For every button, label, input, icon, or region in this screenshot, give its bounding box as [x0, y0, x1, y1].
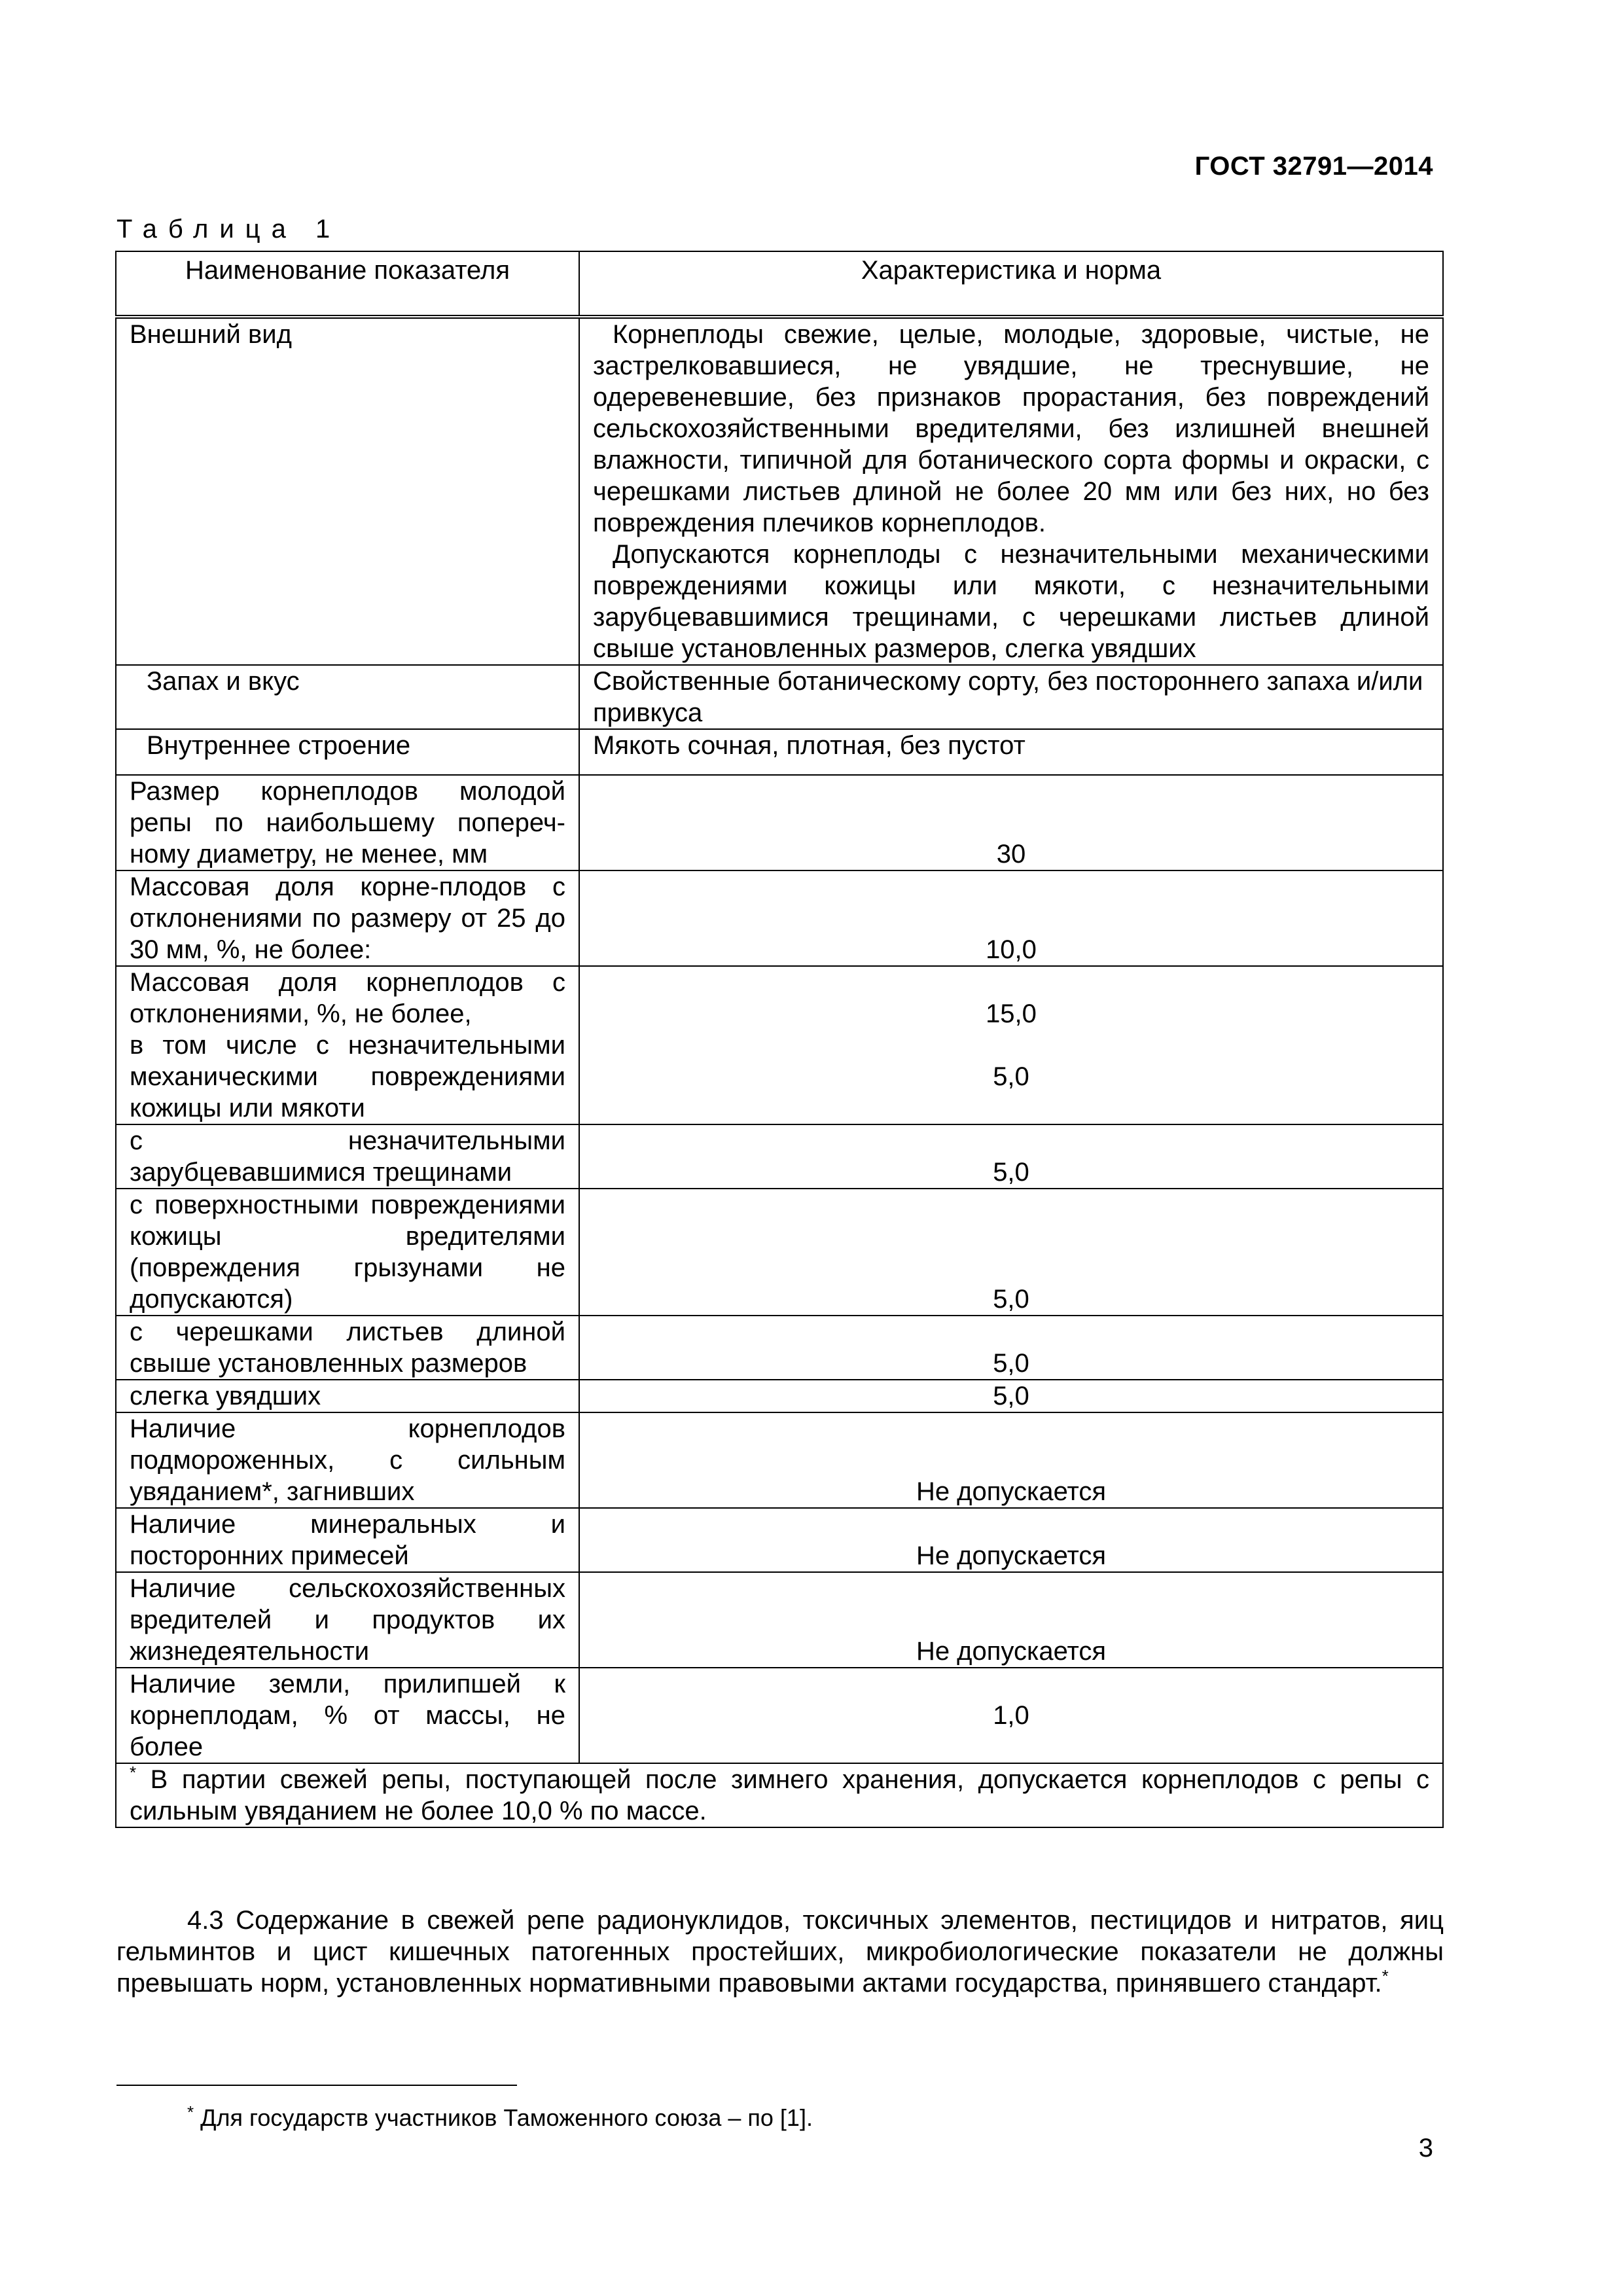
page-footnote-mark: * [187, 2102, 194, 2122]
row-value: 1,0 [579, 1668, 1443, 1763]
row-value: 10,0 [579, 870, 1443, 966]
section-paragraph [116, 1905, 1444, 1999]
row-name: с черешками листьев длиной свыше установленных размеров [116, 1316, 579, 1380]
mass-deviation-value: 15,0 [986, 999, 1037, 1028]
row-value: 5,0 [579, 1380, 1443, 1412]
row-name: с поверхностными повреждениями кожицы вредителями (повреждения грызунами не допускаются) [116, 1189, 579, 1316]
footnote-divider [116, 2085, 517, 2086]
row-name: с незначительными зарубцевавшимися трещинами [116, 1124, 579, 1189]
footnote-mark: * [130, 1763, 137, 1782]
section-paragraph-body [116, 1905, 1444, 1999]
requirements-table [115, 251, 1444, 1828]
page-number: 3 [1418, 2134, 1433, 2162]
row-value [579, 317, 1443, 665]
row-value: Мякоть сочная, плотная, без пустот [579, 729, 1443, 775]
header-indicator: Наименование показателя [116, 251, 579, 317]
table-row-appearance [116, 317, 1443, 665]
table-row-scars [116, 1124, 1443, 1189]
row-name: Внутреннее строение [116, 729, 579, 775]
page-footnote [187, 2104, 813, 2132]
row-value: 5,0 [579, 1316, 1443, 1380]
row-name: Наличие минеральных и посторонних примесей [116, 1508, 579, 1572]
table-row-mineral [116, 1508, 1443, 1572]
row-name: Наличие земли, прилипшей к корнеплодам, % от массы, не более [116, 1668, 579, 1763]
row-value: Свойственные ботаническому сорту, без постороннего запаха и/или привкуса [579, 665, 1443, 729]
mechanical-damage-label: в том числе с незначительными механическими повреждениями кожицы или мякоти [130, 1031, 565, 1122]
table-row-structure [116, 729, 1443, 775]
appearance-text-1: Корнеплоды свежие, целые, молодые, здоровые, чистые, не застрелковавшиеся, не увядшие, не треснувшие, не одеревеневшие, без признаков прорастания, без повреждений сельскохозяйственными вредителями, без излишней внешней влажности, типичной для ботанического сорта формы и окраски, с черешками листьев длиной не более 20 мм или без них, но без повреждения плечиков корнеплодов. [593, 320, 1429, 537]
mechanical-damage-value: 5,0 [993, 1062, 1029, 1091]
row-name: Массовая доля корне-плодов с отклонениями по размеру от 25 до 30 мм, %, не более: [116, 870, 579, 966]
table-row-mass-deviation [116, 966, 1443, 1124]
header-norm: Характеристика и норма [579, 251, 1443, 317]
section-paragraph-text: 4.3 Содержание в свежей репе радионуклидов, токсичных элементов, пестицидов и нитратов, яиц гельминтов и цист кишечных патогенных простейших, микробиологические показатели не должны превышать норм, установленных нормативными правовыми актами государства, принявшего стандарт. [116, 1906, 1444, 1998]
row-value: 5,0 [579, 1124, 1443, 1189]
row-value [579, 966, 1443, 1124]
mass-deviation-label: Массовая доля корнеплодов с отклонениями, %, не более, [130, 968, 565, 1028]
row-name: Наличие корнеплодов подмороженных, с сильным увяданием*, загнивших [116, 1412, 579, 1508]
table-footnote-row [116, 1763, 1443, 1827]
page-footnote-text: Для государств участников Таможенного союза – по [1]. [200, 2104, 813, 2131]
row-name: Внешний вид [116, 317, 579, 665]
table-row-frozen [116, 1412, 1443, 1508]
row-name [116, 966, 579, 1124]
table-row-pests [116, 1572, 1443, 1668]
table-row-smell [116, 665, 1443, 729]
row-name: Запах и вкус [116, 665, 579, 729]
row-value: Не допускается [579, 1572, 1443, 1668]
table-caption: Таблица 1 [116, 215, 342, 243]
appearance-text-2: Допускаются корнеплоды с незначительными механическими повреждениями кожицы или мякоти, с незначительными зарубцевавшимися трещинами, с черешками листьев длиной свыше установленных размеров, слегка увядших [593, 540, 1429, 663]
row-value: Не допускается [579, 1412, 1443, 1508]
table-row-wilted [116, 1380, 1443, 1412]
row-value: 5,0 [579, 1189, 1443, 1316]
paragraph-footnote-mark: * [1382, 1966, 1389, 1986]
table-footnote [116, 1763, 1443, 1827]
table-footnote-text: В партии свежей репы, поступающей после зимнего хранения, допускается корнеплодов с репы с сильным увяданием не более 10,0 % по массе. [130, 1765, 1429, 1825]
table-header-row [116, 251, 1443, 317]
standard-header: ГОСТ 32791—2014 [1194, 152, 1433, 181]
table-row-stalks [116, 1316, 1443, 1380]
table-row-surface [116, 1189, 1443, 1316]
row-name: Наличие сельскохозяйственных вредителей и продуктов их жизнедеятельности [116, 1572, 579, 1668]
row-value: 30 [579, 775, 1443, 870]
table-row-size [116, 775, 1443, 870]
table-row-mass-size [116, 870, 1443, 966]
row-value: Не допускается [579, 1508, 1443, 1572]
row-name: Размер корнеплодов молодой репы по наибольшему попереч-ному диаметру, не менее, мм [116, 775, 579, 870]
table-row-soil [116, 1668, 1443, 1763]
row-name: слегка увядших [116, 1380, 579, 1412]
